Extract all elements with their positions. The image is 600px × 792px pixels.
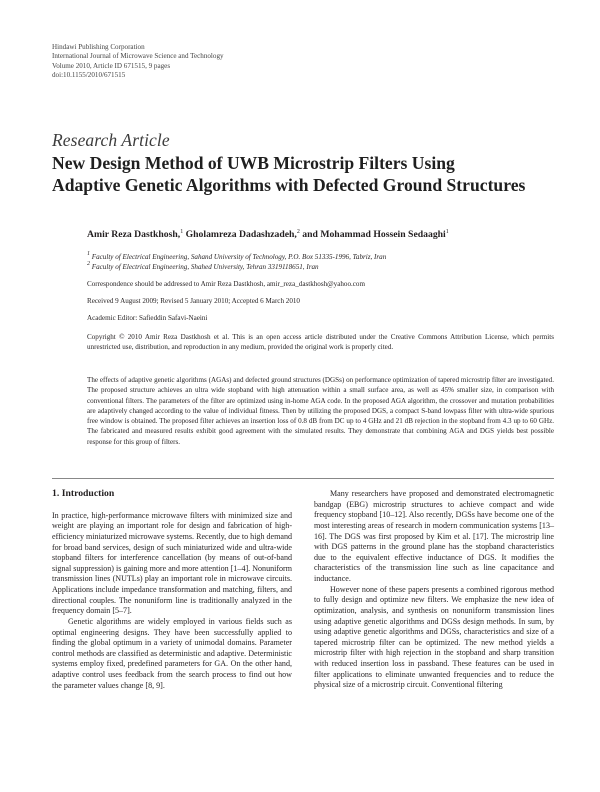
- author-name: and Mohammad Hossein Sedaaghi: [302, 229, 446, 240]
- author-affiliation-mark: 1: [445, 229, 449, 235]
- affiliation: [87, 263, 554, 273]
- copyright-notice: Copyright © 2010 Amir Reza Dastkhosh et al. This is an open access article distributed under the Creative Commons Attribution License, which permits unrestricted use, distribution, and reproduction in any medium, provided the original work is properly cited.: [87, 333, 554, 351]
- title-line-1: New Design Method of UWB Microstrip Filters Using: [52, 153, 455, 173]
- paragraph: Genetic algorithms are widely employed in various fields such as optimal engineering designs. They have been successfully applied to finding the global optimum in a variety of unimodal domains. Parameter control methods are classified as deterministic and adaptive. Deterministic systems employ fixed, predefined parameters for GA. On the other hand, adaptive control uses feedback from the search process to find out how the parameter values change [8, 9].: [52, 616, 292, 690]
- author-name: Amir Reza Dastkhosh,: [87, 229, 181, 240]
- publisher: Hindawi Publishing Corporation: [52, 43, 145, 51]
- paper-title: [52, 153, 552, 196]
- correspondence: Correspondence should be addressed to Amir Reza Dastkhosh, amir_reza_dastkhosh@yahoo.com: [87, 280, 365, 288]
- author-affiliation-mark: 1: [180, 229, 184, 235]
- affiliation-number: 2: [87, 261, 90, 267]
- author-name: Gholamreza Dadashzadeh,: [185, 229, 297, 240]
- dates: Received 9 August 2009; Revised 5 January 2010; Accepted 6 March 2010: [87, 297, 300, 305]
- paragraph: However none of these papers presents a combined rigorous method to fully design and optimize new filters. We emphasize the new idea of optimization, analysis, and synthesis on nonuniform transmission lines using adaptive genetic algorithms and DGSs design methods. In sum, by using adaptive genetic algorithms and DGSs, characteristics and size of a tapered microstrip filter can be optimized. The new method yields a microstrip filter with high rejection in the stopband and sharp transition with reduced insertion loss in passband. These features can be used in filter applications to eliminate unwanted frequencies and to reduce the physical size of a microstrip circuit. Conventional filtering: [314, 584, 554, 690]
- affiliation-text: Faculty of Electrical Engineering, Shahed University, Tehran 3319118651, Iran: [91, 263, 319, 271]
- abstract: The effects of adaptive genetic algorithms (AGAs) and defected ground structures (DGSs) on performance optimization of tapered microstrip filter are investigated. The proposed structure achieves an ultra wide stopband with high attenuation within a small surface area, as well as 45% smaller size, in comparison with conventional filters. The parameters of the filter are optimized using in-home AGA code. In the proposed AGA algorithm, the crossover and mutation probabilities are adaptively changed according to the value of individual fitness. Then by utilizing the proposed DGS, a compact S-band lowpass filter with ultra-wide spurious free window is obtained. The proposed filter achieves an insertion loss of 0.8 dB from DC up to 4 GHz and 21 dB rejection in the stopband from 4.3 up to 60 GHz. The fabricated and measured results exhibit good agreement with the simulated results. They demonstrate that combining AGA and DGS yields best possible response for this group of filters.: [87, 376, 554, 446]
- journal-name: International Journal of Microwave Science and Technology: [52, 52, 224, 61]
- title-line-2: Adaptive Genetic Algorithms with Defected Ground Structures: [52, 174, 526, 195]
- author-list: [87, 229, 449, 240]
- author-affiliation-mark: 2: [296, 229, 300, 235]
- left-column: [52, 489, 292, 691]
- section-heading: 1. Introduction: [52, 488, 115, 499]
- affiliation: [87, 253, 554, 263]
- doi: doi:10.1155/2010/671515: [52, 70, 126, 79]
- academic-editor: Academic Editor: Safieddin Safavi-Naeini: [87, 314, 208, 322]
- paragraph: In practice, high-performance microwave filters with minimized size and weight are playing an important role for design and fabrication of high-efficiency miniaturized microwave systems. Recently, due to high demand for broad band services, design of such miniaturized wide and ultra-wide stopband filters for interference cancellation (by means of out-of-band signal suppression) is gaining more and more attention [1–4]. Nonuniform transmission lines (NUTLs) play an important role in microwave circuits. Applications include impedance transformation and matching, filters, and directional couples. The nonuniform line is traditionally analyzed in the frequency domain [5–7].: [52, 510, 292, 616]
- right-column: [314, 489, 554, 691]
- volume-info: Volume 2010, Article ID 671515, 9 pages: [52, 61, 171, 70]
- affiliation-text: Faculty of Electrical Engineering, Sahand University of Technology, P.O. Box 51335-1996, Tabriz, Iran: [91, 253, 387, 261]
- paragraph: Many researchers have proposed and demonstrated electromagnetic bandgap (EBG) microstrip structures to achieve compact and wide frequency stopband [10–12]. Also recently, DGSs have become one of the most interesting areas of research in modern communication systems [13–16]. The DGS was first proposed by Kim et al. [17]. The microstrip line with DGS patterns in the ground plane has the stopband characteristics due to the equivalent effective inductance of DGS. It modifies the characteristics of the transmission line such as line capacitance and inductance.: [314, 489, 554, 583]
- affiliation-number: 1: [87, 251, 90, 257]
- divider: [52, 478, 554, 479]
- article-type: Research Article: [52, 130, 170, 150]
- journal-header: [52, 43, 352, 80]
